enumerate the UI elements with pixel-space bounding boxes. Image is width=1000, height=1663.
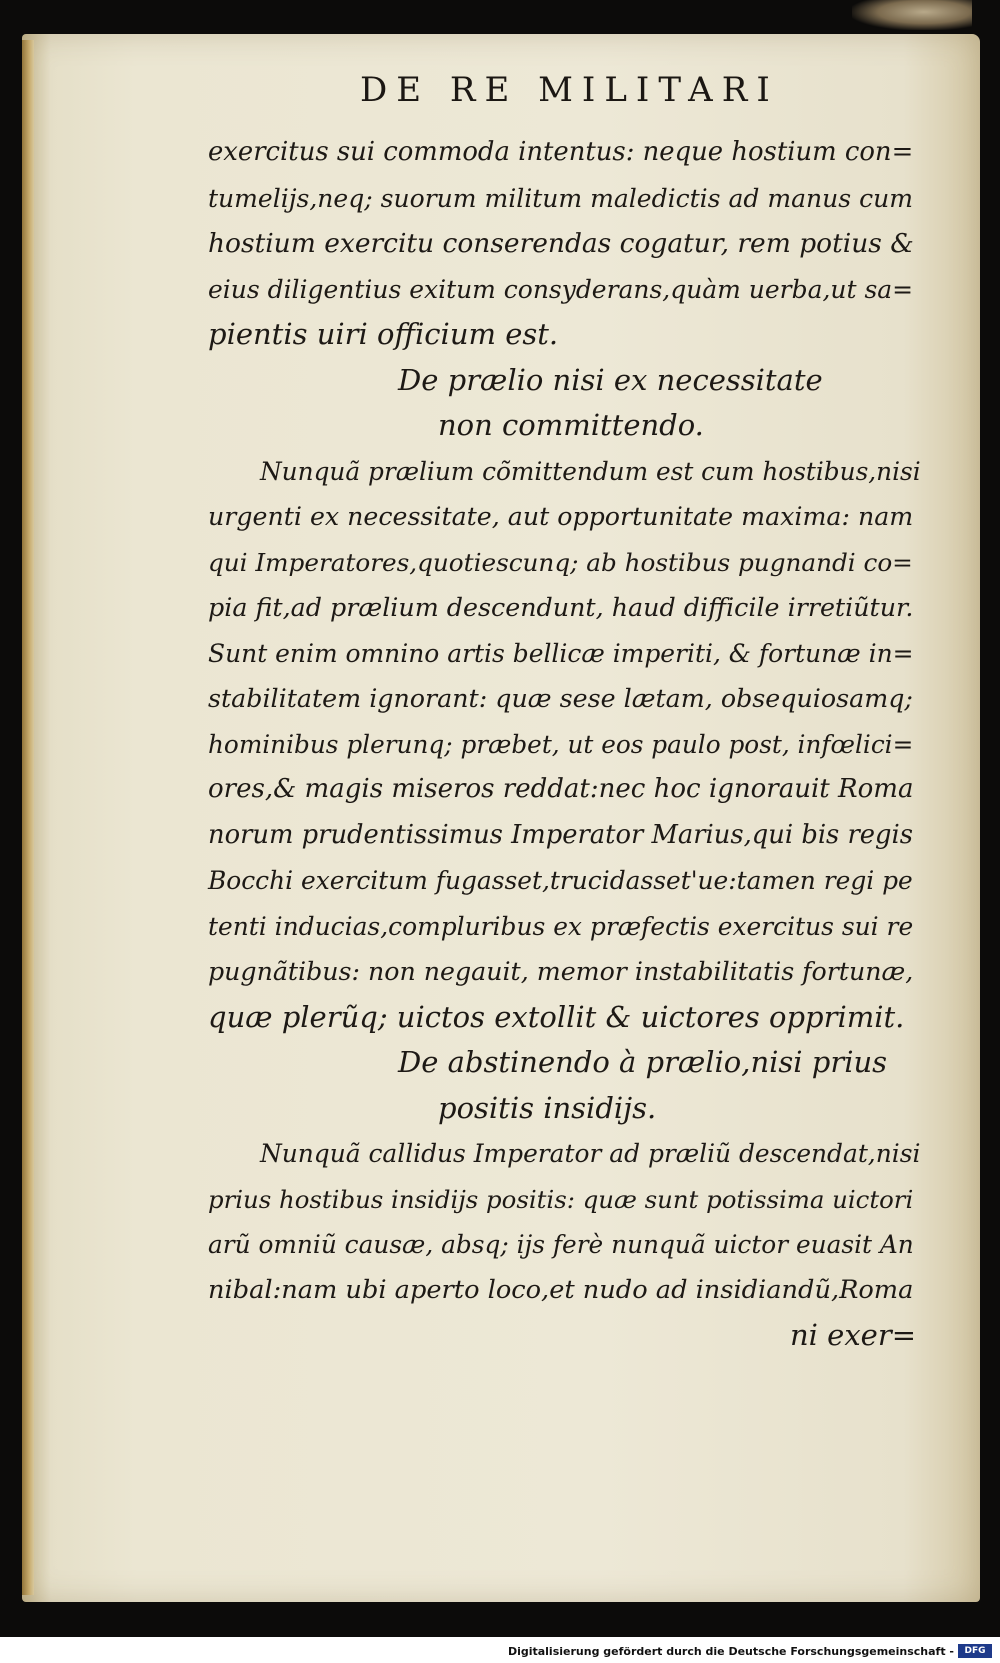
body-text — [208, 130, 928, 1359]
text-line: prius hostibus insidijs positis: quæ sunt potissima uictori — [208, 1184, 914, 1214]
footer-strip — [0, 1637, 1000, 1663]
text-line: stabilitatem ignorant: quæ sese lætam, obsequiosamq; — [208, 683, 913, 713]
section-heading-line: De prælio nisi ex necessitate — [398, 362, 823, 397]
section-heading-line: non committendo. — [438, 408, 704, 442]
text-line: Nunquã prælium cõmittendum est cum hostibus,nisi — [260, 456, 921, 486]
text-line: Nunquã callidus Imperator ad præliũ descendat,nisi — [260, 1139, 921, 1168]
text-line: exercitus sui commoda intentus: neque hostium con= — [208, 137, 914, 167]
text-line: hostium exercitu conserendas cogatur, rem potius & — [208, 228, 914, 259]
text-line: urgenti ex necessitate, aut opportunitate maxima: nam — [208, 502, 914, 531]
text-line: tenti inducias,compluribus ex præfectis exercitus sui re — [208, 911, 914, 941]
text-line: hominibus plerunq; præbet, ut eos paulo post, infœlici= — [208, 729, 914, 759]
text-line: arũ omniũ causæ, absq; ijs ferè nunquã uictor euasit An — [208, 1230, 914, 1259]
text-line: eius diligentius exitum consyderans,quàm uerba,ut sa= — [208, 274, 914, 304]
text-line: Sunt enim omnino artis bellicæ imperiti, & fortunæ in= — [208, 638, 914, 668]
text-line: ores,& magis miseros reddat:nec hoc ignorauit Roma — [208, 774, 914, 804]
funding-note: Digitalisierung gefördert durch die Deutsche Forschungsgemeinschaft - — [507, 1645, 954, 1658]
dfg-logo-icon: DFG — [958, 1644, 992, 1658]
text-line: pientis uiri officium est. — [208, 317, 559, 351]
section-heading-line: De abstinendo à prælio,nisi prius — [398, 1045, 888, 1079]
text-line: pia fit,ad prælium descendunt, haud difficile irretiũtur. — [208, 592, 914, 622]
text-line: pugnãtibus: non negauit, memor instabilitatis fortunæ, — [208, 957, 914, 986]
text-line: tumelijs,neq; suorum militum maledictis ad manus cum — [208, 183, 913, 213]
section-heading-line: positis insidijs. — [438, 1090, 657, 1125]
text-line: ni exer= — [789, 1318, 916, 1352]
binding-fleck — [852, 0, 972, 30]
page-gutter-edge — [22, 40, 34, 1595]
running-head: DE RE MILITARI — [360, 70, 779, 110]
text-line: quæ plerũq; uictos extollit & uictores opprimit. — [208, 999, 905, 1034]
text-line: nibal:nam ubi aperto loco,et nudo ad insidiandũ,Roma — [208, 1274, 914, 1305]
text-line: qui Imperatores,quotiescunq; ab hostibus pugnandi co= — [208, 547, 913, 577]
text-line: norum prudentissimus Imperator Marius,qui bis regis — [208, 819, 913, 850]
text-line: Bocchi exercitum fugasset,trucidasset'ue:tamen regi pe — [208, 866, 913, 895]
